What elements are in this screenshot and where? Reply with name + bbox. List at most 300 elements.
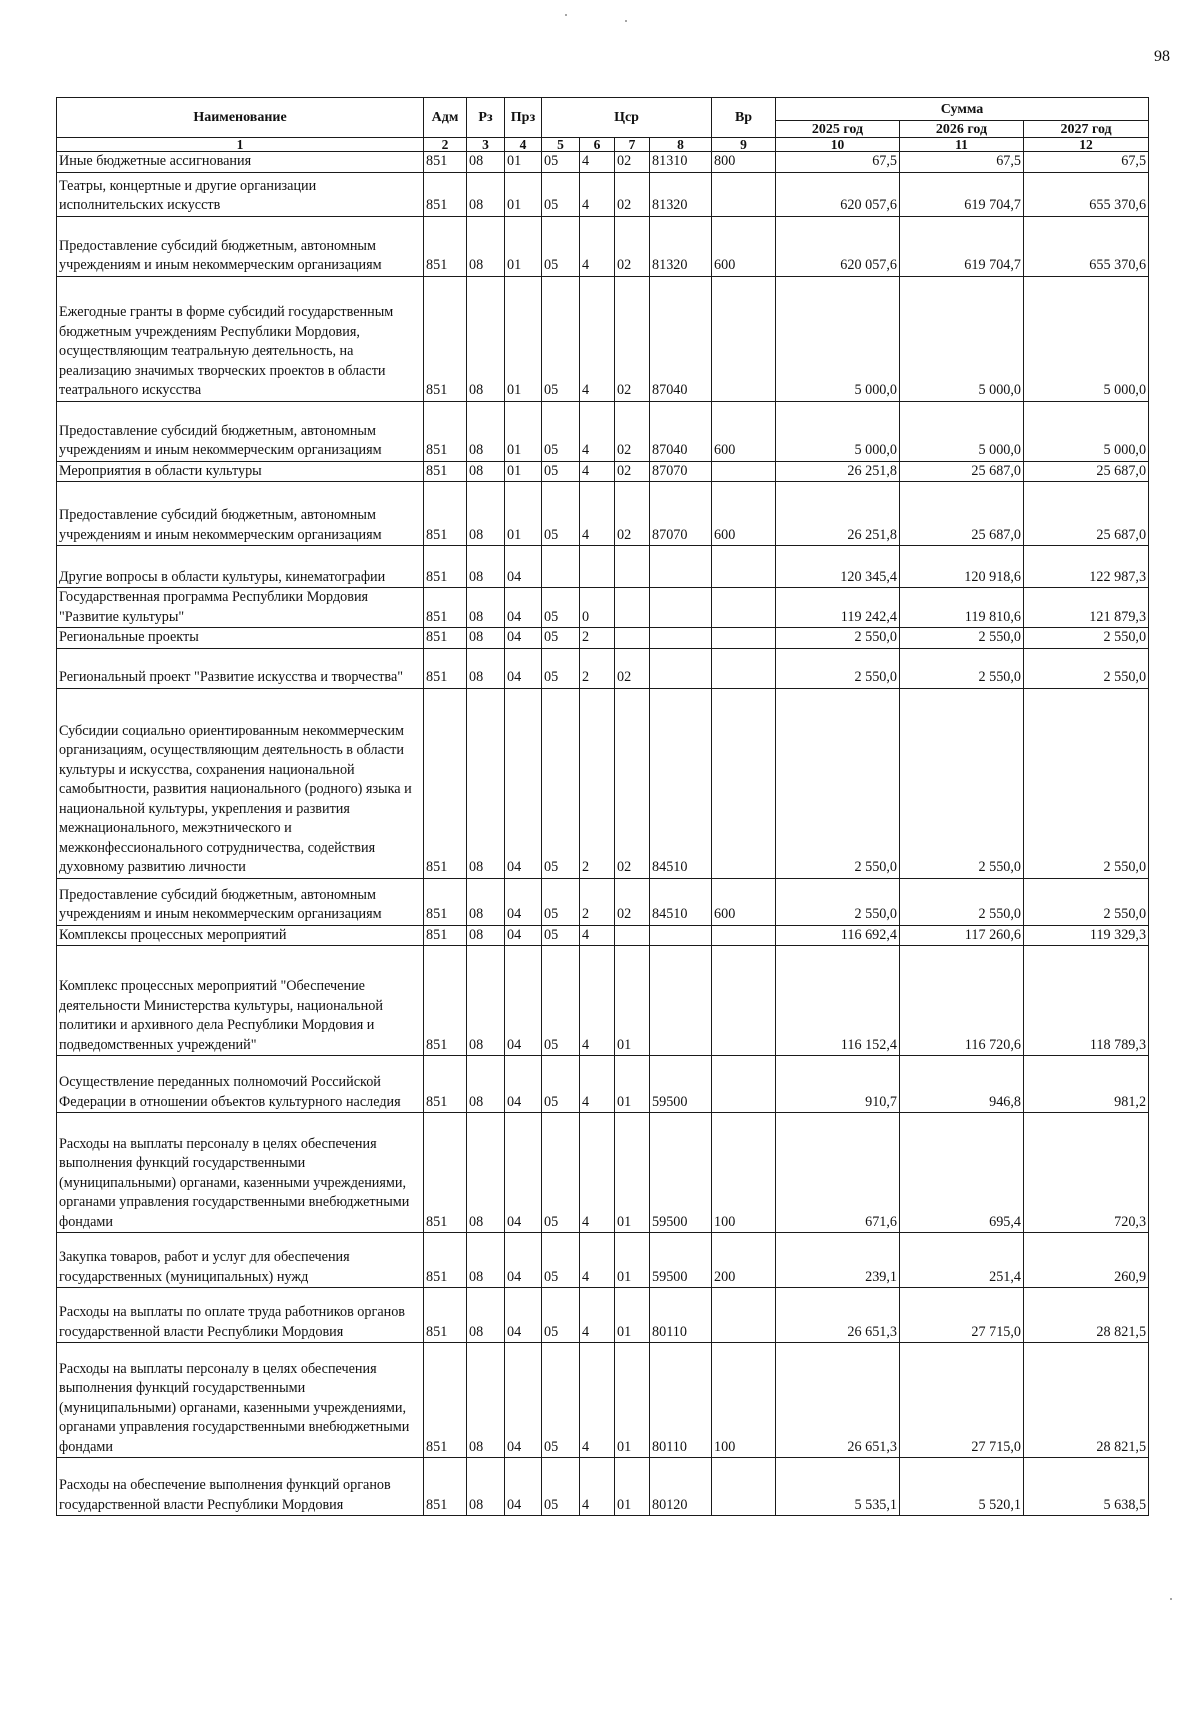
row-rz: 08 bbox=[467, 688, 505, 878]
row-name: Субсидии социально ориентированным некоммерческим организациям, осуществляющим деятельность в области культуры и искусства, сохранения национальной самобытности, развития национального (родного) языка и национальной культуры, укрепления и развития межнационального, межэтнического и межконфессионального сотрудничества, содействия духовному развитию личности bbox=[57, 688, 424, 878]
row-csr-8: 87070 bbox=[650, 482, 712, 546]
row-name: Осуществление переданных полномочий Российской Федерации в отношении объектов культурного наследия bbox=[57, 1056, 424, 1113]
row-rz: 08 bbox=[467, 546, 505, 588]
col-number: 6 bbox=[580, 138, 615, 152]
row-rz: 08 bbox=[467, 946, 505, 1056]
row-sum-2026: 251,4 bbox=[900, 1233, 1024, 1288]
row-adm: 851 bbox=[424, 461, 467, 482]
row-sum-2025: 120 345,4 bbox=[776, 546, 900, 588]
row-name: Ежегодные гранты в форме субсидий государственным бюджетным учреждениям Республики Мордовия, осуществляющим театральную деятельность, на реализацию значимых творческих проектов в области театрального искусства bbox=[57, 276, 424, 401]
row-csr-8: 80110 bbox=[650, 1343, 712, 1458]
row-prz: 04 bbox=[505, 1056, 542, 1113]
header-csr: Цср bbox=[542, 98, 712, 138]
row-csr-6: 4 bbox=[580, 1343, 615, 1458]
row-csr-8: 81310 bbox=[650, 152, 712, 173]
row-rz: 08 bbox=[467, 925, 505, 946]
header-prz: Прз bbox=[505, 98, 542, 138]
row-adm: 851 bbox=[424, 1288, 467, 1343]
row-sum-2025: 116 692,4 bbox=[776, 925, 900, 946]
col-number: 2 bbox=[424, 138, 467, 152]
row-sum-2025: 910,7 bbox=[776, 1056, 900, 1113]
row-sum-2025: 119 242,4 bbox=[776, 588, 900, 628]
row-csr-8 bbox=[650, 648, 712, 688]
row-csr-7: 02 bbox=[615, 216, 650, 276]
table-row bbox=[57, 1113, 1149, 1233]
row-name: Расходы на выплаты по оплате труда работников органов государственной власти Республики Мордовия bbox=[57, 1288, 424, 1343]
row-rz: 08 bbox=[467, 588, 505, 628]
row-adm: 851 bbox=[424, 1343, 467, 1458]
row-vr bbox=[712, 648, 776, 688]
row-sum-2025: 26 251,8 bbox=[776, 461, 900, 482]
row-csr-5: 05 bbox=[542, 946, 580, 1056]
row-csr-5: 05 bbox=[542, 1458, 580, 1516]
row-csr-7: 02 bbox=[615, 172, 650, 216]
header-rz: Рз bbox=[467, 98, 505, 138]
row-csr-5: 05 bbox=[542, 648, 580, 688]
row-csr-5: 05 bbox=[542, 925, 580, 946]
row-sum-2027: 119 329,3 bbox=[1024, 925, 1149, 946]
row-sum-2027: 28 821,5 bbox=[1024, 1288, 1149, 1343]
row-adm: 851 bbox=[424, 588, 467, 628]
row-prz: 04 bbox=[505, 878, 542, 925]
table-row bbox=[57, 648, 1149, 688]
table-row bbox=[57, 688, 1149, 878]
row-adm: 851 bbox=[424, 546, 467, 588]
row-sum-2026: 2 550,0 bbox=[900, 878, 1024, 925]
row-prz: 04 bbox=[505, 546, 542, 588]
row-adm: 851 bbox=[424, 482, 467, 546]
row-csr-7: 01 bbox=[615, 1056, 650, 1113]
row-sum-2027: 122 987,3 bbox=[1024, 546, 1149, 588]
row-name: Расходы на выплаты персоналу в целях обеспечения выполнения функций государственными (муниципальными) органами, казенными учреждениями, органами управления государственными внебюджетными фондами bbox=[57, 1343, 424, 1458]
row-sum-2025: 2 550,0 bbox=[776, 628, 900, 649]
row-rz: 08 bbox=[467, 172, 505, 216]
table-row bbox=[57, 878, 1149, 925]
row-sum-2027: 25 687,0 bbox=[1024, 482, 1149, 546]
row-csr-6: 0 bbox=[580, 588, 615, 628]
row-prz: 04 bbox=[505, 1343, 542, 1458]
table-body bbox=[57, 152, 1149, 1516]
row-prz: 04 bbox=[505, 688, 542, 878]
table-row bbox=[57, 482, 1149, 546]
row-sum-2026: 2 550,0 bbox=[900, 688, 1024, 878]
row-csr-7 bbox=[615, 546, 650, 588]
row-rz: 08 bbox=[467, 628, 505, 649]
page-number: 98 bbox=[1154, 48, 1170, 65]
row-rz: 08 bbox=[467, 482, 505, 546]
row-name: Региональные проекты bbox=[57, 628, 424, 649]
row-csr-7: 02 bbox=[615, 688, 650, 878]
row-sum-2025: 116 152,4 bbox=[776, 946, 900, 1056]
row-rz: 08 bbox=[467, 152, 505, 173]
row-vr bbox=[712, 1458, 776, 1516]
row-rz: 08 bbox=[467, 878, 505, 925]
row-csr-8 bbox=[650, 546, 712, 588]
row-prz: 01 bbox=[505, 401, 542, 461]
row-rz: 08 bbox=[467, 461, 505, 482]
row-sum-2026: 25 687,0 bbox=[900, 482, 1024, 546]
row-sum-2025: 5 000,0 bbox=[776, 401, 900, 461]
row-csr-8: 87070 bbox=[650, 461, 712, 482]
row-csr-6 bbox=[580, 546, 615, 588]
row-sum-2025: 620 057,6 bbox=[776, 172, 900, 216]
row-csr-7: 02 bbox=[615, 482, 650, 546]
table-row bbox=[57, 1343, 1149, 1458]
row-prz: 01 bbox=[505, 172, 542, 216]
row-csr-8 bbox=[650, 628, 712, 649]
row-csr-5 bbox=[542, 546, 580, 588]
row-csr-7: 02 bbox=[615, 152, 650, 173]
row-prz: 01 bbox=[505, 152, 542, 173]
row-csr-5: 05 bbox=[542, 688, 580, 878]
row-csr-5: 05 bbox=[542, 152, 580, 173]
row-vr: 600 bbox=[712, 216, 776, 276]
row-csr-7: 01 bbox=[615, 1233, 650, 1288]
col-number: 9 bbox=[712, 138, 776, 152]
scan-speck bbox=[625, 20, 627, 22]
table-row bbox=[57, 152, 1149, 173]
row-csr-6: 4 bbox=[580, 1113, 615, 1233]
row-name: Государственная программа Республики Мордовия "Развитие культуры" bbox=[57, 588, 424, 628]
row-name: Иные бюджетные ассигнования bbox=[57, 152, 424, 173]
row-vr bbox=[712, 461, 776, 482]
row-vr bbox=[712, 546, 776, 588]
row-sum-2026: 27 715,0 bbox=[900, 1288, 1024, 1343]
row-csr-7: 02 bbox=[615, 276, 650, 401]
table-row bbox=[57, 1288, 1149, 1343]
row-csr-6: 4 bbox=[580, 172, 615, 216]
row-sum-2027: 720,3 bbox=[1024, 1113, 1149, 1233]
row-csr-5: 05 bbox=[542, 216, 580, 276]
row-csr-6: 2 bbox=[580, 688, 615, 878]
row-csr-6: 2 bbox=[580, 878, 615, 925]
row-csr-7: 01 bbox=[615, 946, 650, 1056]
row-csr-6: 4 bbox=[580, 461, 615, 482]
row-csr-6: 2 bbox=[580, 648, 615, 688]
col-number: 12 bbox=[1024, 138, 1149, 152]
row-sum-2026: 619 704,7 bbox=[900, 216, 1024, 276]
row-name: Предоставление субсидий бюджетным, автономным учреждениям и иным некоммерческим организациям bbox=[57, 482, 424, 546]
row-sum-2025: 671,6 bbox=[776, 1113, 900, 1233]
table-header bbox=[57, 98, 1149, 152]
row-sum-2027: 5 638,5 bbox=[1024, 1458, 1149, 1516]
row-rz: 08 bbox=[467, 216, 505, 276]
row-sum-2027: 28 821,5 bbox=[1024, 1343, 1149, 1458]
row-sum-2026: 5 520,1 bbox=[900, 1458, 1024, 1516]
row-vr bbox=[712, 628, 776, 649]
col-number: 1 bbox=[57, 138, 424, 152]
row-sum-2026: 2 550,0 bbox=[900, 628, 1024, 649]
row-csr-5: 05 bbox=[542, 1233, 580, 1288]
row-sum-2026: 119 810,6 bbox=[900, 588, 1024, 628]
row-vr: 100 bbox=[712, 1343, 776, 1458]
row-sum-2027: 655 370,6 bbox=[1024, 172, 1149, 216]
row-rz: 08 bbox=[467, 1343, 505, 1458]
row-vr: 600 bbox=[712, 878, 776, 925]
header-name: Наименование bbox=[57, 98, 424, 138]
row-prz: 04 bbox=[505, 588, 542, 628]
row-name: Закупка товаров, работ и услуг для обеспечения государственных (муниципальных) нужд bbox=[57, 1233, 424, 1288]
row-csr-6: 2 bbox=[580, 628, 615, 649]
row-name: Комплекс процессных мероприятий "Обеспечение деятельности Министерства культуры, национальной политики и архивного дела Республики Мордовия и подведомственных учреждений" bbox=[57, 946, 424, 1056]
col-number: 10 bbox=[776, 138, 900, 152]
row-adm: 851 bbox=[424, 172, 467, 216]
row-adm: 851 bbox=[424, 925, 467, 946]
row-adm: 851 bbox=[424, 276, 467, 401]
row-csr-6: 4 bbox=[580, 482, 615, 546]
row-vr bbox=[712, 276, 776, 401]
row-prz: 04 bbox=[505, 1233, 542, 1288]
row-sum-2026: 946,8 bbox=[900, 1056, 1024, 1113]
header-year-2025: 2025 год bbox=[776, 121, 900, 138]
row-sum-2027: 67,5 bbox=[1024, 152, 1149, 173]
table-row bbox=[57, 1233, 1149, 1288]
table-row bbox=[57, 401, 1149, 461]
row-sum-2025: 2 550,0 bbox=[776, 648, 900, 688]
row-vr bbox=[712, 688, 776, 878]
row-prz: 04 bbox=[505, 946, 542, 1056]
row-csr-8: 81320 bbox=[650, 216, 712, 276]
row-sum-2025: 2 550,0 bbox=[776, 878, 900, 925]
row-sum-2025: 239,1 bbox=[776, 1233, 900, 1288]
row-rz: 08 bbox=[467, 1113, 505, 1233]
row-adm: 851 bbox=[424, 946, 467, 1056]
col-number: 11 bbox=[900, 138, 1024, 152]
row-adm: 851 bbox=[424, 878, 467, 925]
row-vr: 600 bbox=[712, 401, 776, 461]
row-name: Мероприятия в области культуры bbox=[57, 461, 424, 482]
row-adm: 851 bbox=[424, 216, 467, 276]
row-csr-5: 05 bbox=[542, 461, 580, 482]
header-sum: Сумма bbox=[776, 98, 1149, 121]
row-csr-8: 84510 bbox=[650, 688, 712, 878]
table-row bbox=[57, 276, 1149, 401]
table-row bbox=[57, 588, 1149, 628]
row-csr-5: 05 bbox=[542, 401, 580, 461]
row-csr-6: 4 bbox=[580, 401, 615, 461]
row-adm: 851 bbox=[424, 1056, 467, 1113]
row-vr bbox=[712, 172, 776, 216]
row-adm: 851 bbox=[424, 628, 467, 649]
row-csr-6: 4 bbox=[580, 216, 615, 276]
column-numbers-row bbox=[57, 138, 1149, 152]
table-row bbox=[57, 628, 1149, 649]
row-vr bbox=[712, 1056, 776, 1113]
row-csr-7: 02 bbox=[615, 461, 650, 482]
row-rz: 08 bbox=[467, 1288, 505, 1343]
row-sum-2027: 118 789,3 bbox=[1024, 946, 1149, 1056]
row-csr-6: 4 bbox=[580, 152, 615, 173]
row-sum-2026: 27 715,0 bbox=[900, 1343, 1024, 1458]
header-vr: Вр bbox=[712, 98, 776, 138]
row-csr-6: 4 bbox=[580, 1233, 615, 1288]
row-sum-2025: 5 000,0 bbox=[776, 276, 900, 401]
row-sum-2027: 2 550,0 bbox=[1024, 878, 1149, 925]
row-sum-2027: 2 550,0 bbox=[1024, 648, 1149, 688]
row-sum-2027: 25 687,0 bbox=[1024, 461, 1149, 482]
row-csr-7: 02 bbox=[615, 878, 650, 925]
row-sum-2027: 981,2 bbox=[1024, 1056, 1149, 1113]
table-row bbox=[57, 546, 1149, 588]
row-csr-6: 4 bbox=[580, 946, 615, 1056]
table-row bbox=[57, 946, 1149, 1056]
row-sum-2026: 116 720,6 bbox=[900, 946, 1024, 1056]
row-sum-2025: 620 057,6 bbox=[776, 216, 900, 276]
row-csr-5: 05 bbox=[542, 878, 580, 925]
col-number: 5 bbox=[542, 138, 580, 152]
row-adm: 851 bbox=[424, 1233, 467, 1288]
row-prz: 04 bbox=[505, 1458, 542, 1516]
row-adm: 851 bbox=[424, 1458, 467, 1516]
row-csr-5: 05 bbox=[542, 588, 580, 628]
row-prz: 01 bbox=[505, 461, 542, 482]
row-prz: 04 bbox=[505, 925, 542, 946]
row-name: Театры, концертные и другие организации исполнительских искусств bbox=[57, 172, 424, 216]
row-csr-5: 05 bbox=[542, 172, 580, 216]
row-rz: 08 bbox=[467, 1056, 505, 1113]
row-vr bbox=[712, 925, 776, 946]
row-sum-2025: 67,5 bbox=[776, 152, 900, 173]
row-sum-2025: 26 251,8 bbox=[776, 482, 900, 546]
header-adm: Адм bbox=[424, 98, 467, 138]
row-sum-2026: 5 000,0 bbox=[900, 401, 1024, 461]
table-row bbox=[57, 925, 1149, 946]
row-sum-2025: 2 550,0 bbox=[776, 688, 900, 878]
row-sum-2025: 5 535,1 bbox=[776, 1458, 900, 1516]
row-prz: 04 bbox=[505, 1288, 542, 1343]
row-name: Расходы на обеспечение выполнения функций органов государственной власти Республики Мордовия bbox=[57, 1458, 424, 1516]
row-vr: 100 bbox=[712, 1113, 776, 1233]
row-csr-8 bbox=[650, 946, 712, 1056]
row-adm: 851 bbox=[424, 648, 467, 688]
row-csr-6: 4 bbox=[580, 276, 615, 401]
row-csr-6: 4 bbox=[580, 925, 615, 946]
table-row bbox=[57, 172, 1149, 216]
row-rz: 08 bbox=[467, 276, 505, 401]
row-csr-5: 05 bbox=[542, 1343, 580, 1458]
row-name: Другие вопросы в области культуры, кинематографии bbox=[57, 546, 424, 588]
row-csr-8: 59500 bbox=[650, 1056, 712, 1113]
row-sum-2027: 2 550,0 bbox=[1024, 628, 1149, 649]
col-number: 8 bbox=[650, 138, 712, 152]
row-rz: 08 bbox=[467, 1233, 505, 1288]
row-csr-8: 80110 bbox=[650, 1288, 712, 1343]
row-csr-5: 05 bbox=[542, 1113, 580, 1233]
row-prz: 01 bbox=[505, 276, 542, 401]
row-sum-2026: 120 918,6 bbox=[900, 546, 1024, 588]
row-csr-7: 02 bbox=[615, 648, 650, 688]
row-sum-2027: 655 370,6 bbox=[1024, 216, 1149, 276]
row-sum-2026: 619 704,7 bbox=[900, 172, 1024, 216]
row-sum-2025: 26 651,3 bbox=[776, 1343, 900, 1458]
table-row bbox=[57, 461, 1149, 482]
row-sum-2026: 2 550,0 bbox=[900, 648, 1024, 688]
row-sum-2027: 260,9 bbox=[1024, 1233, 1149, 1288]
row-prz: 04 bbox=[505, 1113, 542, 1233]
row-csr-5: 05 bbox=[542, 276, 580, 401]
row-vr: 200 bbox=[712, 1233, 776, 1288]
row-sum-2026: 67,5 bbox=[900, 152, 1024, 173]
row-csr-7 bbox=[615, 588, 650, 628]
row-vr bbox=[712, 1288, 776, 1343]
row-sum-2025: 26 651,3 bbox=[776, 1288, 900, 1343]
row-sum-2026: 695,4 bbox=[900, 1113, 1024, 1233]
row-sum-2026: 117 260,6 bbox=[900, 925, 1024, 946]
row-prz: 01 bbox=[505, 216, 542, 276]
row-adm: 851 bbox=[424, 152, 467, 173]
row-vr: 600 bbox=[712, 482, 776, 546]
row-name: Региональный проект "Развитие искусства и творчества" bbox=[57, 648, 424, 688]
row-adm: 851 bbox=[424, 1113, 467, 1233]
row-csr-7: 02 bbox=[615, 401, 650, 461]
row-csr-6: 4 bbox=[580, 1056, 615, 1113]
row-prz: 04 bbox=[505, 628, 542, 649]
scan-speck bbox=[565, 14, 567, 16]
row-vr bbox=[712, 946, 776, 1056]
header-year-2027: 2027 год bbox=[1024, 121, 1149, 138]
row-sum-2027: 5 000,0 bbox=[1024, 276, 1149, 401]
row-vr: 800 bbox=[712, 152, 776, 173]
row-csr-7: 01 bbox=[615, 1113, 650, 1233]
row-adm: 851 bbox=[424, 401, 467, 461]
row-csr-5: 05 bbox=[542, 1288, 580, 1343]
budget-table-container bbox=[56, 97, 1148, 1516]
row-csr-6: 4 bbox=[580, 1288, 615, 1343]
row-name: Предоставление субсидий бюджетным, автономным учреждениям и иным некоммерческим организациям bbox=[57, 878, 424, 925]
row-csr-5: 05 bbox=[542, 1056, 580, 1113]
row-prz: 01 bbox=[505, 482, 542, 546]
row-csr-7 bbox=[615, 925, 650, 946]
row-csr-8: 80120 bbox=[650, 1458, 712, 1516]
row-name: Предоставление субсидий бюджетным, автономным учреждениям и иным некоммерческим организациям bbox=[57, 216, 424, 276]
table-row bbox=[57, 216, 1149, 276]
row-sum-2027: 2 550,0 bbox=[1024, 688, 1149, 878]
header-year-2026: 2026 год bbox=[900, 121, 1024, 138]
row-name: Расходы на выплаты персоналу в целях обеспечения выполнения функций государственными (муниципальными) органами, казенными учреждениями, органами управления государственными внебюджетными фондами bbox=[57, 1113, 424, 1233]
row-adm: 851 bbox=[424, 688, 467, 878]
row-rz: 08 bbox=[467, 401, 505, 461]
row-name: Комплексы процессных мероприятий bbox=[57, 925, 424, 946]
row-csr-5: 05 bbox=[542, 628, 580, 649]
row-csr-8: 87040 bbox=[650, 276, 712, 401]
row-csr-7 bbox=[615, 628, 650, 649]
row-csr-7: 01 bbox=[615, 1343, 650, 1458]
row-csr-8: 84510 bbox=[650, 878, 712, 925]
row-csr-8 bbox=[650, 925, 712, 946]
table-row bbox=[57, 1458, 1149, 1516]
row-csr-8: 87040 bbox=[650, 401, 712, 461]
row-csr-8: 81320 bbox=[650, 172, 712, 216]
budget-table bbox=[56, 97, 1149, 1516]
row-csr-7: 01 bbox=[615, 1458, 650, 1516]
col-number: 7 bbox=[615, 138, 650, 152]
row-sum-2026: 5 000,0 bbox=[900, 276, 1024, 401]
row-sum-2027: 5 000,0 bbox=[1024, 401, 1149, 461]
row-rz: 08 bbox=[467, 648, 505, 688]
row-csr-6: 4 bbox=[580, 1458, 615, 1516]
col-number: 3 bbox=[467, 138, 505, 152]
row-vr bbox=[712, 588, 776, 628]
row-prz: 04 bbox=[505, 648, 542, 688]
col-number: 4 bbox=[505, 138, 542, 152]
row-rz: 08 bbox=[467, 1458, 505, 1516]
row-csr-8: 59500 bbox=[650, 1113, 712, 1233]
row-csr-5: 05 bbox=[542, 482, 580, 546]
scan-speck bbox=[1170, 1598, 1172, 1600]
row-csr-8: 59500 bbox=[650, 1233, 712, 1288]
row-csr-7: 01 bbox=[615, 1288, 650, 1343]
row-csr-8 bbox=[650, 588, 712, 628]
